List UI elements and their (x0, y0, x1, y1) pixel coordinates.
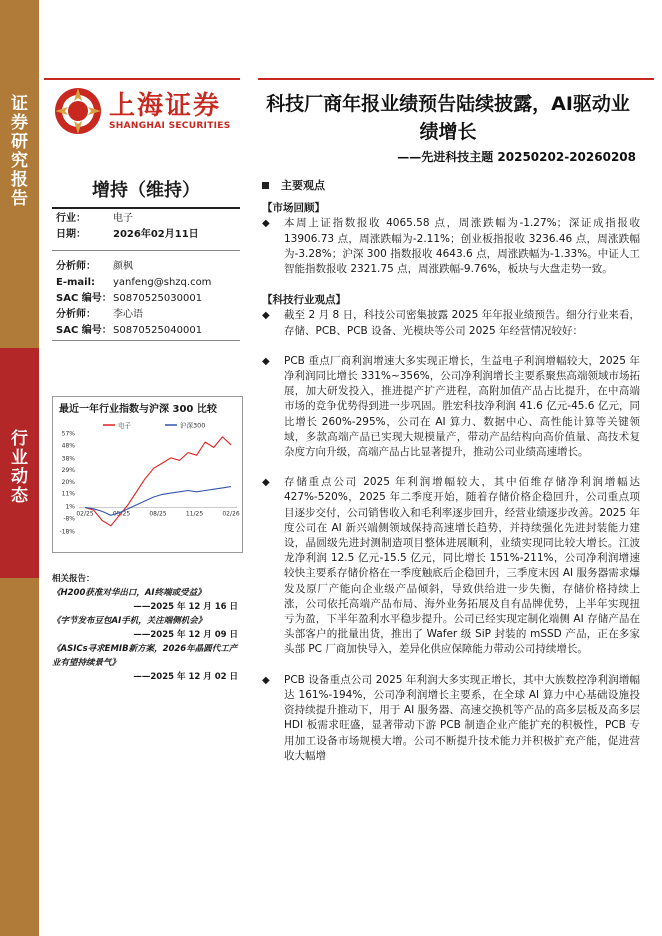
related-report-title[interactable]: 《字节发布豆包AI手机，关注端侧机会》 (52, 616, 207, 626)
divider (52, 340, 240, 341)
analyst-row (56, 323, 211, 339)
analyst-label: 分析师： (56, 261, 96, 272)
section-title: 主要观点 (281, 179, 325, 192)
analyst-row (56, 307, 211, 323)
analyst-label: E-mail: (56, 277, 96, 288)
related-report-date: ——2025 年 12 月 16 日 (133, 602, 238, 612)
bullet-item (262, 354, 640, 460)
bullet-item (262, 673, 640, 764)
info-date (56, 227, 199, 243)
analyst-label: 分析师： (56, 309, 96, 320)
company-logo (53, 86, 231, 136)
info-label: 行业： (56, 213, 86, 224)
diamond-bullet-icon: ◆ (262, 477, 270, 489)
analyst-value: S0870525040001 (113, 325, 203, 336)
main-content (262, 178, 640, 766)
analyst-row (56, 275, 211, 291)
info-value: 2026年02月11日 (113, 229, 199, 240)
analyst-row (56, 291, 211, 307)
y-tick-label: 29% (61, 467, 75, 475)
related-report-title[interactable]: 《H200获准对华出口，AI终端或受益》 (52, 588, 206, 598)
chart-plot (53, 419, 242, 551)
analyst-value: 李心语 (113, 309, 143, 320)
related-report-date: ——2025 年 12 月 09 日 (133, 630, 238, 640)
x-tick-label: 05/25 (112, 510, 131, 518)
y-tick-label: 57% (61, 430, 75, 438)
analyst-label: SAC 编号： (56, 325, 112, 336)
bullet-text: PCB 重点厂商利润增速大多实现正增长，生益电子利润增幅较大，2025 年净利润同比增长 331%~356%，公司净利润增长主要系聚焦高端领域市场拓展，加大研发投入，推进提产扩产进程，高附加值产品占比提升，在中高端市场的竞争优势得到进一步巩固。胜宏科技净利润 41.6 亿元-45.6 亿元，同比增长 260%-295%，公司在 AI 算力、数据中心、高性能计算等关键领域，多款高端产品已实现大规模量产，带动产品结构向高价值量、高技术复杂度方向升级，高端产品占比显著提升，推动公司业绩高速增长。 (284, 354, 640, 459)
related-heading: 相关报告： (52, 574, 95, 584)
legend-label: 电子 (118, 421, 131, 430)
divider (52, 250, 240, 251)
related-reports (52, 572, 242, 684)
sidebar-mid-label: 行 业 动 态 (11, 429, 28, 506)
market-bullets (262, 216, 640, 277)
logo-emblem-icon (53, 86, 103, 136)
analyst-email[interactable]: yanfeng@shzq.com (113, 277, 212, 288)
y-tick-label: 48% (61, 442, 75, 450)
y-tick-label: 1% (65, 503, 75, 511)
report-info (56, 211, 199, 243)
x-tick-label: 08/25 (149, 510, 167, 518)
analyst-label: SAC 编号： (56, 293, 112, 304)
sidebar-top-label: 证 券 研 究 报 告 (11, 94, 28, 209)
y-tick-label: 11% (61, 490, 75, 498)
analyst-row (56, 259, 211, 275)
sidebar-report-type (0, 0, 39, 348)
y-tick-label: 20% (61, 478, 75, 486)
bullet-text: 本周上证指数报收 4065.58 点，周涨跌幅为-1.27%；深证成指报收 13906.73 点，周涨跌幅为-2.11%；创业板指报收 3236.46 点，周涨跌幅为-3.28%；沪深 300 指数报收 4643.6 点，周涨跌幅为-1.33%。中证人工智能指数报收 2321.75 点，周涨跌幅-9.76%，板块与大盘走势一致。 (284, 217, 640, 276)
bullet-item (262, 475, 640, 657)
index-comparison-chart (52, 396, 243, 553)
info-value: 电子 (113, 213, 133, 224)
x-tick-label: 02/25 (76, 510, 94, 518)
tech-bullets (262, 308, 640, 763)
bullet-text: 存储重点公司 2025 年利润增幅较大，其中佰维存储净利润增幅达 427%-520%，2025 年二季度开始，随着存储价格企稳回升，公司重点项目逐步交付，公司销售收入和毛利率逐步回升，经营业绩逐步改善。2025 年度公司在 AI 新兴端侧领域保持高速增长趋势，并持续强化先进封装能力建设，晶圆级先进封测制造项目整体进展顺利，业绩实现同比较大增长。江波龙净利润 12.5 亿元-15.5 亿元，同比增长 151%-211%，公司净利润增速较快主要系存储价格在一季度触底后企稳回升，三季度末因 AI 服务器需求爆发及原厂产能向企业级产品倾斜，导致供给进一步失衡，存储价格持续上涨，公司依托高端产品布局、海外业务拓展及自有品牌优势，上半年实现扭亏为盈，下半年盈利水平稳步提升。公司已经实现定制化端侧 AI 存储产品在头部客户的批量出货，推出了 Wafer 级 SiP 封装的 mSSD 产品，正在多家头部 PC 厂商加快导入，差异化供应保障能力带动公司持续增长。 (284, 476, 640, 656)
diamond-bullet-icon: ◆ (262, 218, 270, 230)
info-industry (56, 211, 199, 227)
legend-label: 沪深300 (180, 421, 206, 430)
bullet-text: PCB 设备重点公司 2025 年利润大多实现正增长，其中大族数控净利润增幅达 161%-194%，公司净利润增长主要系，在全球 AI 算力中心基础设施投资持续提升推动下，用于 AI 服务器、高速交换机等产品的高多层板及高多层 HDI 板需求旺盛，显著带动下游 PCB 制造企业产能扩充的积极性，PCB 专用加工设备市场规模大增。公司不断提升技术能力并积极扩充产能，促进营收大幅增 (284, 673, 640, 762)
y-tick-label: 38% (61, 455, 75, 463)
y-tick-label: -8% (63, 515, 75, 523)
diamond-bullet-icon: ◆ (262, 355, 270, 367)
analyst-value: 颜枫 (113, 261, 133, 272)
analyst-value: S0870525030001 (113, 293, 203, 304)
bullet-text: 截至 2 月 8 日，科技公司密集披露 2025 年年报业绩预告。细分行业来看，存储、PCB、PCB 设备、光模块等公司 2025 年经营情况较好： (284, 309, 640, 337)
sidebar-bottom (0, 578, 39, 936)
tech-view-heading: 【科技行业观点】 (262, 294, 346, 307)
logo-name-en: SHANGHAI SECURITIES (109, 120, 231, 131)
diamond-bullet-icon: ◆ (262, 310, 270, 322)
header-divider-right (258, 78, 654, 80)
diamond-bullet-icon: ◆ (262, 674, 270, 686)
sidebar-category (0, 348, 39, 578)
related-report-date: ——2025 年 12 月 02 日 (133, 672, 238, 682)
report-subtitle: ——先进科技主题 20250202-20260208 (397, 150, 636, 164)
market-review-heading: 【市场回顾】 (262, 202, 325, 215)
square-bullet-icon (262, 182, 269, 189)
bullet-item (262, 216, 640, 277)
analyst-info (56, 259, 211, 339)
logo-name-cn: 上海证券 (109, 90, 222, 121)
rating: 增持（维持） (52, 176, 240, 209)
related-report-title[interactable]: 《ASICs寻求EMIB新方案，2026年晶圆代工产业有望持续景气》 (52, 644, 238, 668)
chart-title: 最近一年行业指数与沪深 300 比较 (59, 404, 217, 415)
bullet-item (262, 308, 640, 338)
y-tick-label: -18% (59, 528, 75, 536)
related-list (52, 586, 242, 684)
x-tick-label: 02/26 (222, 510, 240, 518)
section-header (262, 178, 640, 193)
header-divider-left (44, 78, 240, 80)
x-tick-label: 11/25 (185, 510, 204, 518)
report-title: 科技厂商年报业绩预告陆续披露，AI驱动业绩增长 (266, 93, 630, 143)
info-label: 日期： (56, 229, 86, 240)
